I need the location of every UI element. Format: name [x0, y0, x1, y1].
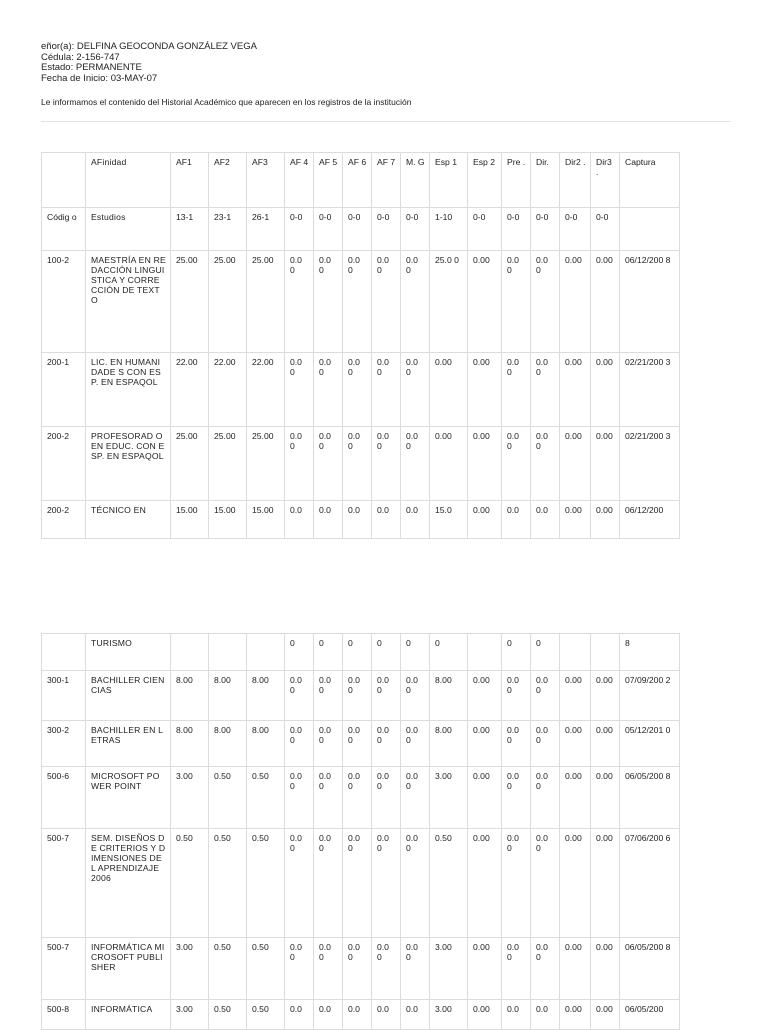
- value-cell: 0.0: [531, 1000, 560, 1030]
- value-cell: 0.50: [209, 829, 247, 938]
- value-cell: 0.0: [372, 501, 401, 539]
- value-cell: 0.0 0: [314, 721, 343, 767]
- value-cell: 0.0 0: [372, 427, 401, 501]
- value-cell: 0.50: [430, 829, 468, 938]
- value-cell: 25.00: [209, 427, 247, 501]
- value-cell: 25.0 0: [430, 251, 468, 353]
- value-cell: 0.00: [560, 829, 591, 938]
- value-cell: [247, 634, 285, 671]
- value-cell: 0.0 0: [372, 251, 401, 353]
- value-cell: 0.00: [560, 427, 591, 501]
- value-cell: 06/05/200 8: [620, 938, 680, 1000]
- value-cell: 25.00: [247, 251, 285, 353]
- value-cell: 0.0 0: [285, 251, 314, 353]
- value-cell: 25.00: [247, 427, 285, 501]
- value-cell: 0.00: [468, 251, 502, 353]
- value-cell: 0.50: [247, 1000, 285, 1030]
- value-cell: 0.00: [591, 938, 620, 1000]
- value-cell: 22.00: [171, 353, 209, 427]
- value-cell: 0: [401, 634, 430, 671]
- value-cell: M. G: [401, 153, 430, 208]
- value-cell: 25.00: [209, 251, 247, 353]
- value-cell: 15.00: [247, 501, 285, 539]
- table-row: [42, 501, 680, 539]
- value-cell: 0.0 0: [343, 938, 372, 1000]
- value-cell: 0.0: [314, 501, 343, 539]
- value-cell: 0.0 0: [372, 721, 401, 767]
- value-cell: 0.0 0: [285, 767, 314, 829]
- value-cell: 0.00: [430, 353, 468, 427]
- value-cell: 0.00: [468, 501, 502, 539]
- value-cell: 0: [531, 634, 560, 671]
- value-cell: Captura: [620, 153, 680, 208]
- code-cell: 500-7: [42, 938, 86, 1000]
- value-cell: 0-0: [314, 208, 343, 251]
- study-cell: Estudios: [86, 208, 171, 251]
- value-cell: 22.00: [209, 353, 247, 427]
- value-cell: 0.0 0: [401, 251, 430, 353]
- value-cell: 0.0 0: [314, 353, 343, 427]
- value-cell: 0.0 0: [372, 671, 401, 721]
- value-cell: 0.00: [468, 721, 502, 767]
- value-cell: 0-0: [468, 208, 502, 251]
- code-cell: Códig o: [42, 208, 86, 251]
- value-cell: 8.00: [430, 721, 468, 767]
- value-cell: 0.0 0: [285, 829, 314, 938]
- value-cell: 0.00: [560, 721, 591, 767]
- value-cell: 22.00: [247, 353, 285, 427]
- value-cell: 25.00: [171, 427, 209, 501]
- table-row: [42, 427, 680, 501]
- value-cell: 0.0 0: [401, 767, 430, 829]
- value-cell: 0-0: [343, 208, 372, 251]
- value-cell: 0.00: [560, 353, 591, 427]
- value-cell: 0.0 0: [502, 829, 531, 938]
- value-cell: 0: [502, 634, 531, 671]
- value-cell: 0.50: [209, 767, 247, 829]
- value-cell: 0.0 0: [372, 767, 401, 829]
- value-cell: 06/05/200 8: [620, 767, 680, 829]
- value-cell: 0.50: [209, 938, 247, 1000]
- code-cell: 100-2: [42, 251, 86, 353]
- value-cell: 0.0 0: [372, 829, 401, 938]
- value-cell: 0.0 0: [502, 427, 531, 501]
- value-cell: 0.0 0: [285, 353, 314, 427]
- value-cell: 15.00: [171, 501, 209, 539]
- table-row: [42, 721, 680, 767]
- divider: [41, 121, 731, 122]
- academic-history-table-1: [41, 152, 680, 539]
- value-cell: 0.0 0: [502, 767, 531, 829]
- value-cell: 8.00: [171, 721, 209, 767]
- value-cell: 0.0: [285, 501, 314, 539]
- table-row: [42, 829, 680, 938]
- value-cell: 0.50: [247, 938, 285, 1000]
- value-cell: 0-0: [401, 208, 430, 251]
- table-row: [42, 353, 680, 427]
- value-cell: 0.0 0: [531, 767, 560, 829]
- value-cell: 0.00: [468, 767, 502, 829]
- value-cell: 0.00: [560, 938, 591, 1000]
- value-cell: 07/09/200 2: [620, 671, 680, 721]
- value-cell: 0.00: [560, 501, 591, 539]
- student-info: [41, 42, 257, 84]
- value-cell: 0.0 0: [502, 938, 531, 1000]
- value-cell: 0.0 0: [531, 671, 560, 721]
- code-cell: 300-2: [42, 721, 86, 767]
- value-cell: 0.00: [468, 427, 502, 501]
- table-header-row: [42, 153, 680, 208]
- value-cell: 06/12/200: [620, 501, 680, 539]
- value-cell: 0.0 0: [502, 721, 531, 767]
- value-cell: 0.0 0: [401, 721, 430, 767]
- study-cell: TURISMO: [86, 634, 171, 671]
- value-cell: 25.00: [171, 251, 209, 353]
- value-cell: 0.50: [247, 767, 285, 829]
- value-cell: 0.00: [591, 721, 620, 767]
- value-cell: 0.0 0: [343, 251, 372, 353]
- value-cell: 0.0: [343, 1000, 372, 1030]
- value-cell: [468, 634, 502, 671]
- code-cell: 300-1: [42, 671, 86, 721]
- value-cell: 0: [285, 634, 314, 671]
- value-cell: 0.00: [591, 251, 620, 353]
- value-cell: 0.00: [560, 671, 591, 721]
- table-row: [42, 251, 680, 353]
- value-cell: 0: [372, 634, 401, 671]
- code-cell: 500-6: [42, 767, 86, 829]
- value-cell: 0.0 0: [401, 671, 430, 721]
- value-cell: 0.0: [401, 1000, 430, 1030]
- value-cell: 26-1: [247, 208, 285, 251]
- value-cell: 0.0 0: [502, 671, 531, 721]
- value-cell: 0.00: [430, 427, 468, 501]
- value-cell: 0.0 0: [531, 829, 560, 938]
- value-cell: 0.00: [560, 251, 591, 353]
- value-cell: 0-0: [531, 208, 560, 251]
- table-row: [42, 767, 680, 829]
- value-cell: 0.0 0: [314, 829, 343, 938]
- value-cell: 0.00: [591, 427, 620, 501]
- student-name: eñor(a): DELFINA GEOCONDA GONZÁLEZ VEGA: [41, 41, 257, 52]
- value-cell: 0.0 0: [401, 353, 430, 427]
- value-cell: 0.0 0: [314, 251, 343, 353]
- value-cell: 0.0 0: [502, 251, 531, 353]
- value-cell: Pre .: [502, 153, 531, 208]
- study-cell: BACHILLER CIENCIAS: [86, 671, 171, 721]
- intro-text: Le informamos el contenido del Historial Académico que aparecen en los registros de la institución: [41, 97, 412, 107]
- value-cell: Dir3 .: [591, 153, 620, 208]
- study-cell: LIC. EN HUMANIDADE S CON ESP. EN ESPAQOL: [86, 353, 171, 427]
- table-row: [42, 938, 680, 1000]
- value-cell: 0.00: [468, 671, 502, 721]
- value-cell: AF 5: [314, 153, 343, 208]
- value-cell: 0.0 0: [343, 767, 372, 829]
- value-cell: 8.00: [430, 671, 468, 721]
- value-cell: 02/21/200 3: [620, 353, 680, 427]
- table-row: [42, 671, 680, 721]
- study-cell: SEM. DISEÑOS DE CRITERIOS Y DIMENSIONES DEL APRENDIZAJE 2006: [86, 829, 171, 938]
- value-cell: 1-10: [430, 208, 468, 251]
- value-cell: 0.00: [591, 767, 620, 829]
- value-cell: 3.00: [430, 1000, 468, 1030]
- table-row: [42, 1000, 680, 1030]
- value-cell: [209, 634, 247, 671]
- value-cell: 05/12/201 0: [620, 721, 680, 767]
- value-cell: 0.0 0: [285, 938, 314, 1000]
- code-cell: 200-2: [42, 427, 86, 501]
- study-cell: AFinidad: [86, 153, 171, 208]
- value-cell: 3.00: [430, 767, 468, 829]
- code-cell: 200-1: [42, 353, 86, 427]
- code-cell: 200-2: [42, 501, 86, 539]
- value-cell: 23-1: [209, 208, 247, 251]
- value-cell: 0.0 0: [401, 829, 430, 938]
- value-cell: 0.0 0: [531, 938, 560, 1000]
- value-cell: 0.0: [285, 1000, 314, 1030]
- value-cell: 0.0 0: [285, 721, 314, 767]
- value-cell: 0.0 0: [285, 427, 314, 501]
- value-cell: 0.50: [171, 829, 209, 938]
- study-cell: MAESTRÍA EN REDACCIÓN LINGUISTICA Y CORRECCIÓN DE TEXTO: [86, 251, 171, 353]
- value-cell: 0.00: [468, 353, 502, 427]
- value-cell: 0-0: [502, 208, 531, 251]
- value-cell: AF 4: [285, 153, 314, 208]
- value-cell: 0.00: [560, 1000, 591, 1030]
- value-cell: 0.00: [591, 671, 620, 721]
- value-cell: 3.00: [171, 1000, 209, 1030]
- study-cell: MICROSOFT POWER POINT: [86, 767, 171, 829]
- value-cell: 3.00: [171, 938, 209, 1000]
- value-cell: 0-0: [285, 208, 314, 251]
- value-cell: 0.0: [401, 501, 430, 539]
- study-cell: PROFESORAD O EN EDUC. CON ESP. EN ESPAQOL: [86, 427, 171, 501]
- value-cell: 13-1: [171, 208, 209, 251]
- value-cell: 8: [620, 634, 680, 671]
- value-cell: 8.00: [247, 721, 285, 767]
- value-cell: 0.0 0: [401, 938, 430, 1000]
- value-cell: 06/05/200: [620, 1000, 680, 1030]
- value-cell: 0.00: [591, 353, 620, 427]
- value-cell: AF1: [171, 153, 209, 208]
- study-cell: INFORMÁTICA: [86, 1000, 171, 1030]
- value-cell: 02/21/200 3: [620, 427, 680, 501]
- value-cell: AF 6: [343, 153, 372, 208]
- value-cell: 0.0 0: [314, 767, 343, 829]
- value-cell: [560, 634, 591, 671]
- value-cell: 0.00: [468, 938, 502, 1000]
- value-cell: 0.0 0: [343, 829, 372, 938]
- value-cell: Esp 1: [430, 153, 468, 208]
- value-cell: 0: [430, 634, 468, 671]
- value-cell: 0.0 0: [372, 353, 401, 427]
- value-cell: 15.0: [430, 501, 468, 539]
- code-cell: 500-8: [42, 1000, 86, 1030]
- code-cell: [42, 634, 86, 671]
- study-cell: INFORMÁTICA MICROSOFT PUBLISHER: [86, 938, 171, 1000]
- student-cedula: Cédula: 2-156-747: [41, 51, 120, 63]
- value-cell: 0.0: [502, 501, 531, 539]
- study-cell: TÉCNICO EN: [86, 501, 171, 539]
- value-cell: [171, 634, 209, 671]
- value-cell: 0.0 0: [343, 427, 372, 501]
- value-cell: 0.00: [560, 767, 591, 829]
- value-cell: 0.50: [209, 1000, 247, 1030]
- value-cell: 3.00: [171, 767, 209, 829]
- student-fecha-inicio: Fecha de Inicio: 03-MAY-07: [41, 72, 158, 84]
- value-cell: 0.0: [502, 1000, 531, 1030]
- value-cell: 0.0: [314, 1000, 343, 1030]
- value-cell: 0: [343, 634, 372, 671]
- value-cell: 0.0: [372, 1000, 401, 1030]
- code-cell: 500-7: [42, 829, 86, 938]
- value-cell: 8.00: [171, 671, 209, 721]
- value-cell: 06/12/200 8: [620, 251, 680, 353]
- value-cell: 0-0: [560, 208, 591, 251]
- value-cell: 0.50: [247, 829, 285, 938]
- value-cell: 8.00: [209, 671, 247, 721]
- value-cell: 0.0 0: [343, 353, 372, 427]
- value-cell: 0.0 0: [285, 671, 314, 721]
- table-row: [42, 208, 680, 251]
- value-cell: Dir.: [531, 153, 560, 208]
- value-cell: Esp 2: [468, 153, 502, 208]
- value-cell: 0.00: [591, 1000, 620, 1030]
- value-cell: 0: [314, 634, 343, 671]
- value-cell: 15.00: [209, 501, 247, 539]
- study-cell: BACHILLER EN LETRAS: [86, 721, 171, 767]
- value-cell: 0.0 0: [531, 427, 560, 501]
- value-cell: 0.0: [531, 501, 560, 539]
- value-cell: 0-0: [372, 208, 401, 251]
- value-cell: 0.00: [468, 829, 502, 938]
- value-cell: 8.00: [209, 721, 247, 767]
- value-cell: 0.00: [468, 1000, 502, 1030]
- academic-history-table-2: [41, 633, 680, 1030]
- value-cell: 0.0 0: [401, 427, 430, 501]
- value-cell: Dir2 .: [560, 153, 591, 208]
- value-cell: 3.00: [430, 938, 468, 1000]
- value-cell: 07/06/200 6: [620, 829, 680, 938]
- value-cell: 0.0 0: [314, 938, 343, 1000]
- value-cell: 0.00: [591, 501, 620, 539]
- value-cell: 0.0 0: [314, 671, 343, 721]
- value-cell: [591, 634, 620, 671]
- value-cell: 0.0 0: [343, 671, 372, 721]
- value-cell: 0-0: [591, 208, 620, 251]
- value-cell: 0.0: [343, 501, 372, 539]
- value-cell: 0.00: [591, 829, 620, 938]
- value-cell: 0.0 0: [343, 721, 372, 767]
- value-cell: 0.0 0: [531, 251, 560, 353]
- value-cell: 0.0 0: [531, 353, 560, 427]
- code-cell: [42, 153, 86, 208]
- value-cell: AF2: [209, 153, 247, 208]
- value-cell: 0.0 0: [372, 938, 401, 1000]
- value-cell: AF3: [247, 153, 285, 208]
- value-cell: [620, 208, 680, 251]
- value-cell: 8.00: [247, 671, 285, 721]
- value-cell: 0.0 0: [531, 721, 560, 767]
- value-cell: 0.0 0: [314, 427, 343, 501]
- value-cell: AF 7: [372, 153, 401, 208]
- student-estado: Estado: PERMANENTE: [41, 62, 142, 73]
- table-row: [42, 634, 680, 671]
- value-cell: 0.0 0: [502, 353, 531, 427]
